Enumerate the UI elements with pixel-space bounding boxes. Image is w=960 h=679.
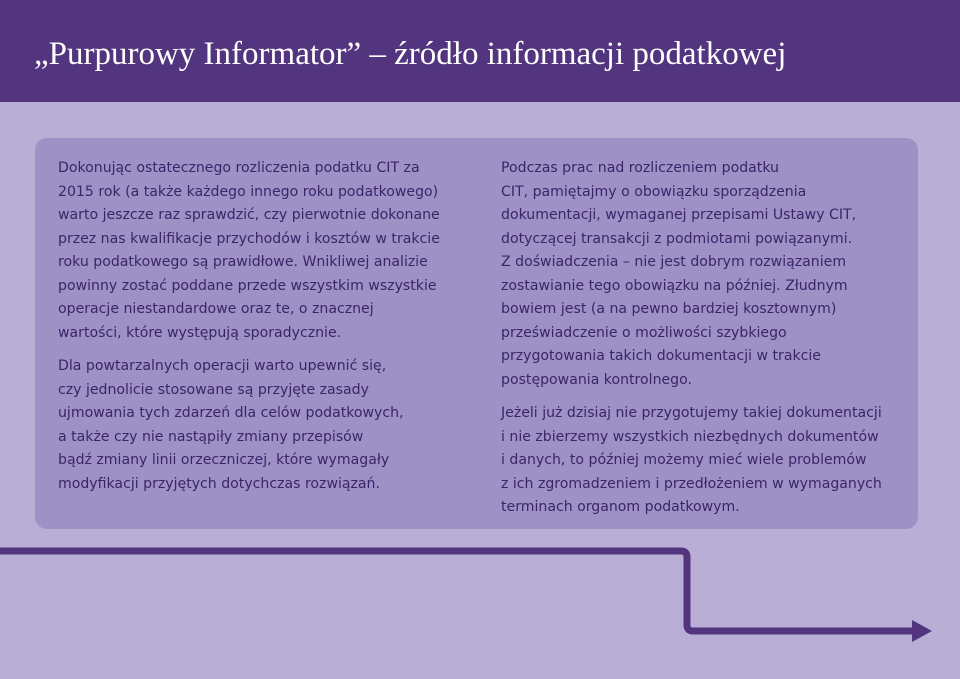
page-title: „Purpurowy Informator” – źródło informacji podatkowej bbox=[34, 36, 787, 72]
paragraph: Jeżeli już dzisiaj nie przygotujemy takiej dokumentacji i nie zbierzemy wszystkich niezbędnych dokumentów i danych, to później możemy mieć wiele problemów z ich zgromadzeniem i przedłożeniem w wymaganych terminach organom podatkowym. bbox=[501, 405, 882, 515]
paragraph: Podczas prac nad rozliczeniem podatku CIT, pamiętajmy o obowiązku sporządzenia dokumentacji, wymaganej przepisami Ustawy CIT, dotyczącej transakcji z podmiotami powiązanymi. Z doświadczenia – nie jest dobrym rozwiązaniem zostawianie tego obowiązku na później. Złudnym bowiem jest (a na pewno bardziej kosztownym) przeświadczenie o możliwości szybkiego przygotowania takich dokumentacji w trakcie postępowania kontrolnego. bbox=[501, 160, 857, 388]
paragraph: Dokonując ostatecznego rozliczenia podatku CIT za 2015 rok (a także każdego innego roku podatkowego) warto jeszcze raz sprawdzić, czy pierwotnie dokonane przez nas kwalifikacje przychodów i kosztów w trakcie roku podatkowego są prawidłowe. Wnikliwej analizie powinny zostać poddane przede wszystkim wszystkie operacje niestandardowe oraz te, o znacznej wartości, które występują sporadycznie. bbox=[58, 160, 440, 341]
paragraph: Dla powtarzalnych operacji warto upewnić się, czy jednolicie stosowane są przyjęte zasady ujmowania tych zdarzeń dla celów podatkowych, a także czy nie nastąpiły zmiany przepisów bądź zmiany linii orzeczniczej, które wymagały modyfikacji przyjętych dotychczas rozwiązań. bbox=[58, 358, 404, 492]
